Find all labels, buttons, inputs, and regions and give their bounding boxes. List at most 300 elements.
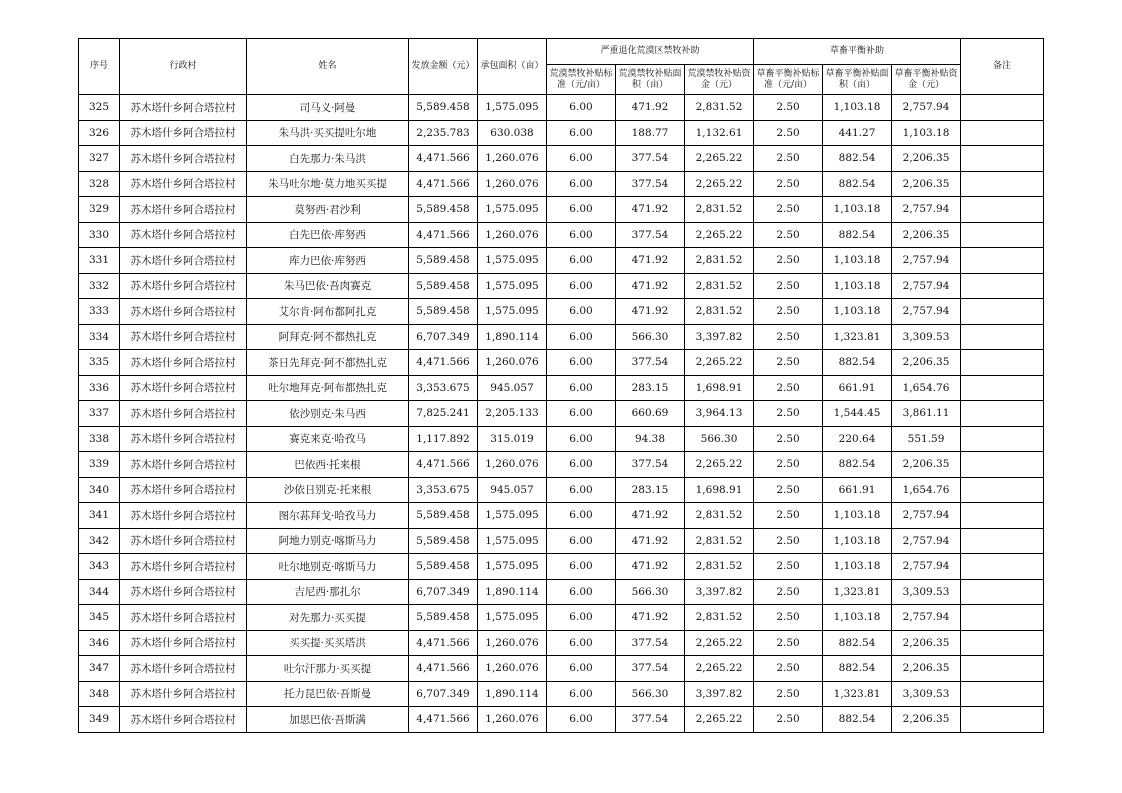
table-body	[79, 95, 1044, 733]
cell-seq: 340	[79, 477, 120, 503]
cell-grass-fund: 551.59	[892, 426, 961, 452]
cell-area: 1,260.076	[478, 656, 547, 682]
cell-amount: 6,707.349	[409, 579, 478, 605]
cell-remark	[961, 146, 1044, 172]
cell-grass-fund: 3,309.53	[892, 579, 961, 605]
cell-grass-fund: 1,654.76	[892, 375, 961, 401]
cell-desert-std: 6.00	[547, 375, 616, 401]
cell-desert-fund: 2,831.52	[685, 605, 754, 631]
table-row	[79, 350, 1044, 376]
cell-desert-std: 6.00	[547, 630, 616, 656]
cell-village: 苏木塔什乡阿合塔拉村	[120, 707, 247, 733]
cell-village: 苏木塔什乡阿合塔拉村	[120, 656, 247, 682]
cell-amount: 5,589.458	[409, 273, 478, 299]
cell-grass-std: 2.50	[754, 579, 823, 605]
cell-desert-fund: 2,265.22	[685, 171, 754, 197]
cell-seq: 325	[79, 95, 120, 121]
cell-seq: 337	[79, 401, 120, 427]
cell-village: 苏木塔什乡阿合塔拉村	[120, 324, 247, 350]
cell-name: 莫努西·君沙利	[247, 197, 409, 223]
cell-desert-std: 6.00	[547, 452, 616, 478]
cell-remark	[961, 528, 1044, 554]
cell-area: 1,890.114	[478, 324, 547, 350]
cell-grass-std: 2.50	[754, 656, 823, 682]
cell-grass-area: 882.54	[823, 171, 892, 197]
cell-area: 1,260.076	[478, 171, 547, 197]
cell-remark	[961, 605, 1044, 631]
cell-village: 苏木塔什乡阿合塔拉村	[120, 452, 247, 478]
cell-desert-area: 94.38	[616, 426, 685, 452]
cell-desert-area: 377.54	[616, 630, 685, 656]
cell-grass-fund: 2,206.35	[892, 630, 961, 656]
cell-grass-std: 2.50	[754, 401, 823, 427]
cell-seq: 326	[79, 120, 120, 146]
cell-desert-area: 188.77	[616, 120, 685, 146]
cell-desert-std: 6.00	[547, 401, 616, 427]
cell-grass-area: 882.54	[823, 350, 892, 376]
cell-grass-area: 1,323.81	[823, 324, 892, 350]
cell-amount: 4,471.566	[409, 171, 478, 197]
cell-remark	[961, 554, 1044, 580]
cell-grass-std: 2.50	[754, 375, 823, 401]
cell-grass-fund: 2,757.94	[892, 273, 961, 299]
cell-desert-fund: 2,831.52	[685, 528, 754, 554]
cell-seq: 330	[79, 222, 120, 248]
cell-desert-fund: 2,831.52	[685, 273, 754, 299]
cell-remark	[961, 273, 1044, 299]
cell-grass-std: 2.50	[754, 452, 823, 478]
cell-desert-area: 377.54	[616, 222, 685, 248]
cell-grass-area: 1,103.18	[823, 248, 892, 274]
header-area: 承包面积（亩）	[478, 39, 547, 95]
cell-name: 依沙别克·朱马西	[247, 401, 409, 427]
cell-desert-std: 6.00	[547, 579, 616, 605]
cell-name: 吐尔地别克·喀斯马力	[247, 554, 409, 580]
cell-grass-area: 1,323.81	[823, 579, 892, 605]
cell-desert-std: 6.00	[547, 681, 616, 707]
cell-name: 吐尔汗那力·买买提	[247, 656, 409, 682]
cell-amount: 3,353.675	[409, 375, 478, 401]
cell-amount: 7,825.241	[409, 401, 478, 427]
cell-name: 对先那力·买买提	[247, 605, 409, 631]
cell-grass-std: 2.50	[754, 707, 823, 733]
cell-name: 阿拜克·阿不都热扎克	[247, 324, 409, 350]
cell-grass-area: 1,103.18	[823, 605, 892, 631]
cell-grass-area: 1,103.18	[823, 197, 892, 223]
cell-remark	[961, 630, 1044, 656]
cell-desert-std: 6.00	[547, 299, 616, 325]
cell-remark	[961, 171, 1044, 197]
cell-seq: 338	[79, 426, 120, 452]
table-row	[79, 452, 1044, 478]
cell-grass-area: 1,103.18	[823, 95, 892, 121]
table-row	[79, 554, 1044, 580]
cell-area: 1,890.114	[478, 681, 547, 707]
cell-area: 1,575.095	[478, 273, 547, 299]
cell-village: 苏木塔什乡阿合塔拉村	[120, 579, 247, 605]
cell-name: 朱马洪·买买提吐尔地	[247, 120, 409, 146]
table-row	[79, 197, 1044, 223]
cell-remark	[961, 197, 1044, 223]
cell-remark	[961, 503, 1044, 529]
cell-seq: 335	[79, 350, 120, 376]
header-group-desert: 严重退化荒漠区禁牧补助	[547, 39, 754, 65]
cell-desert-fund: 2,265.22	[685, 452, 754, 478]
cell-grass-area: 1,103.18	[823, 273, 892, 299]
cell-desert-area: 471.92	[616, 503, 685, 529]
cell-seq: 346	[79, 630, 120, 656]
cell-seq: 327	[79, 146, 120, 172]
cell-grass-std: 2.50	[754, 95, 823, 121]
cell-grass-std: 2.50	[754, 146, 823, 172]
cell-amount: 5,589.458	[409, 554, 478, 580]
cell-grass-fund: 2,206.35	[892, 707, 961, 733]
cell-desert-std: 6.00	[547, 477, 616, 503]
cell-remark	[961, 120, 1044, 146]
cell-amount: 2,235.783	[409, 120, 478, 146]
cell-area: 1,575.095	[478, 554, 547, 580]
cell-grass-area: 882.54	[823, 630, 892, 656]
cell-village: 苏木塔什乡阿合塔拉村	[120, 426, 247, 452]
cell-desert-std: 6.00	[547, 222, 616, 248]
cell-name: 图尔荪拜戈·哈孜马力	[247, 503, 409, 529]
cell-desert-std: 6.00	[547, 605, 616, 631]
table-row	[79, 273, 1044, 299]
cell-grass-std: 2.50	[754, 197, 823, 223]
header-grass-fund: 草畜平衡补贴资金（元）	[892, 65, 961, 95]
cell-amount: 5,589.458	[409, 503, 478, 529]
cell-seq: 349	[79, 707, 120, 733]
cell-grass-std: 2.50	[754, 630, 823, 656]
cell-name: 白先巴依·库努西	[247, 222, 409, 248]
cell-area: 1,575.095	[478, 503, 547, 529]
cell-area: 1,260.076	[478, 222, 547, 248]
cell-desert-area: 566.30	[616, 681, 685, 707]
header-name: 姓名	[247, 39, 409, 95]
cell-area: 1,260.076	[478, 630, 547, 656]
cell-desert-area: 471.92	[616, 197, 685, 223]
cell-desert-area: 283.15	[616, 477, 685, 503]
cell-seq: 332	[79, 273, 120, 299]
cell-desert-area: 471.92	[616, 605, 685, 631]
cell-name: 托力昆巴依·吾斯曼	[247, 681, 409, 707]
cell-grass-std: 2.50	[754, 350, 823, 376]
cell-seq: 328	[79, 171, 120, 197]
cell-desert-area: 471.92	[616, 248, 685, 274]
header-grass-area: 草畜平衡补贴面积（亩）	[823, 65, 892, 95]
cell-desert-std: 6.00	[547, 503, 616, 529]
cell-desert-fund: 2,831.52	[685, 299, 754, 325]
cell-name: 艾尔肯·阿布都阿扎克	[247, 299, 409, 325]
cell-name: 吐尔地拜克·阿布都热扎克	[247, 375, 409, 401]
table-row	[79, 426, 1044, 452]
cell-area: 315.019	[478, 426, 547, 452]
header-group-grass: 草畜平衡补助	[754, 39, 961, 65]
cell-grass-area: 1,544.45	[823, 401, 892, 427]
cell-amount: 4,471.566	[409, 222, 478, 248]
cell-seq: 331	[79, 248, 120, 274]
cell-name: 巴依西·托来根	[247, 452, 409, 478]
table-row	[79, 528, 1044, 554]
cell-grass-area: 1,323.81	[823, 681, 892, 707]
cell-desert-std: 6.00	[547, 120, 616, 146]
cell-remark	[961, 707, 1044, 733]
table-row	[79, 120, 1044, 146]
cell-name: 朱马吐尔地·莫力地买买提	[247, 171, 409, 197]
cell-grass-fund: 3,861.11	[892, 401, 961, 427]
cell-area: 1,575.095	[478, 248, 547, 274]
cell-seq: 336	[79, 375, 120, 401]
cell-grass-fund: 1,654.76	[892, 477, 961, 503]
cell-grass-area: 882.54	[823, 452, 892, 478]
header-seq: 序号	[79, 39, 120, 95]
table-row	[79, 630, 1044, 656]
cell-village: 苏木塔什乡阿合塔拉村	[120, 197, 247, 223]
cell-grass-std: 2.50	[754, 528, 823, 554]
cell-amount: 4,471.566	[409, 350, 478, 376]
cell-seq: 329	[79, 197, 120, 223]
cell-remark	[961, 579, 1044, 605]
cell-grass-fund: 2,757.94	[892, 95, 961, 121]
cell-remark	[961, 401, 1044, 427]
cell-grass-fund: 2,206.35	[892, 656, 961, 682]
cell-desert-fund: 2,831.52	[685, 503, 754, 529]
cell-name: 加思巴依·吾斯满	[247, 707, 409, 733]
header-amount: 发放金额（元）	[409, 39, 478, 95]
cell-grass-fund: 2,206.35	[892, 171, 961, 197]
cell-desert-fund: 2,831.52	[685, 248, 754, 274]
cell-grass-area: 661.91	[823, 375, 892, 401]
cell-grass-std: 2.50	[754, 273, 823, 299]
cell-grass-std: 2.50	[754, 222, 823, 248]
table-row	[79, 477, 1044, 503]
table-row	[79, 375, 1044, 401]
cell-amount: 4,471.566	[409, 630, 478, 656]
cell-grass-std: 2.50	[754, 324, 823, 350]
header-grass-std: 草畜平衡补贴标准（元/亩）	[754, 65, 823, 95]
cell-desert-fund: 2,265.22	[685, 350, 754, 376]
cell-desert-fund: 2,831.52	[685, 554, 754, 580]
cell-desert-fund: 1,132.61	[685, 120, 754, 146]
header-village: 行政村	[120, 39, 247, 95]
table-row	[79, 681, 1044, 707]
table-row	[79, 146, 1044, 172]
cell-name: 赛克来克·哈孜马	[247, 426, 409, 452]
cell-seq: 342	[79, 528, 120, 554]
cell-grass-std: 2.50	[754, 120, 823, 146]
cell-area: 1,575.095	[478, 197, 547, 223]
cell-desert-fund: 3,397.82	[685, 681, 754, 707]
cell-grass-area: 1,103.18	[823, 528, 892, 554]
cell-grass-fund: 2,757.94	[892, 528, 961, 554]
cell-desert-area: 566.30	[616, 579, 685, 605]
cell-grass-std: 2.50	[754, 477, 823, 503]
cell-desert-area: 377.54	[616, 146, 685, 172]
table-row	[79, 95, 1044, 121]
cell-village: 苏木塔什乡阿合塔拉村	[120, 299, 247, 325]
cell-desert-area: 377.54	[616, 350, 685, 376]
cell-area: 1,260.076	[478, 452, 547, 478]
cell-grass-fund: 2,206.35	[892, 452, 961, 478]
cell-area: 1,575.095	[478, 95, 547, 121]
cell-grass-std: 2.50	[754, 605, 823, 631]
cell-seq: 334	[79, 324, 120, 350]
cell-desert-std: 6.00	[547, 146, 616, 172]
cell-desert-std: 6.00	[547, 171, 616, 197]
cell-amount: 6,707.349	[409, 324, 478, 350]
subsidy-table	[78, 38, 1044, 733]
cell-grass-fund: 2,206.35	[892, 146, 961, 172]
cell-seq: 343	[79, 554, 120, 580]
cell-name: 沙依日别克·托来根	[247, 477, 409, 503]
cell-village: 苏木塔什乡阿合塔拉村	[120, 630, 247, 656]
cell-village: 苏木塔什乡阿合塔拉村	[120, 375, 247, 401]
cell-desert-fund: 2,265.22	[685, 656, 754, 682]
table-row	[79, 248, 1044, 274]
cell-name: 买买提·买买塔洪	[247, 630, 409, 656]
header-desert-fund: 荒漠禁牧补贴资金（元）	[685, 65, 754, 95]
cell-village: 苏木塔什乡阿合塔拉村	[120, 95, 247, 121]
cell-remark	[961, 222, 1044, 248]
cell-grass-area: 1,103.18	[823, 554, 892, 580]
cell-grass-area: 441.27	[823, 120, 892, 146]
cell-desert-area: 377.54	[616, 656, 685, 682]
cell-desert-std: 6.00	[547, 707, 616, 733]
cell-village: 苏木塔什乡阿合塔拉村	[120, 273, 247, 299]
cell-village: 苏木塔什乡阿合塔拉村	[120, 350, 247, 376]
cell-remark	[961, 299, 1044, 325]
cell-amount: 3,353.675	[409, 477, 478, 503]
cell-grass-fund: 2,206.35	[892, 222, 961, 248]
cell-desert-fund: 1,698.91	[685, 477, 754, 503]
cell-village: 苏木塔什乡阿合塔拉村	[120, 146, 247, 172]
table-row	[79, 503, 1044, 529]
cell-desert-fund: 2,265.22	[685, 707, 754, 733]
cell-seq: 341	[79, 503, 120, 529]
cell-desert-area: 566.30	[616, 324, 685, 350]
cell-grass-area: 882.54	[823, 707, 892, 733]
cell-desert-area: 471.92	[616, 528, 685, 554]
cell-name: 白先那力·朱马洪	[247, 146, 409, 172]
cell-desert-fund: 3,397.82	[685, 579, 754, 605]
cell-village: 苏木塔什乡阿合塔拉村	[120, 401, 247, 427]
cell-name: 司马义·阿曼	[247, 95, 409, 121]
cell-grass-fund: 2,757.94	[892, 503, 961, 529]
cell-village: 苏木塔什乡阿合塔拉村	[120, 171, 247, 197]
table-row	[79, 579, 1044, 605]
table-row	[79, 299, 1044, 325]
cell-seq: 339	[79, 452, 120, 478]
cell-grass-area: 882.54	[823, 222, 892, 248]
cell-village: 苏木塔什乡阿合塔拉村	[120, 554, 247, 580]
cell-desert-std: 6.00	[547, 248, 616, 274]
cell-desert-fund: 3,964.13	[685, 401, 754, 427]
cell-amount: 5,589.458	[409, 95, 478, 121]
cell-village: 苏木塔什乡阿合塔拉村	[120, 120, 247, 146]
cell-grass-fund: 2,757.94	[892, 197, 961, 223]
cell-desert-area: 377.54	[616, 171, 685, 197]
cell-seq: 348	[79, 681, 120, 707]
cell-desert-fund: 2,265.22	[685, 630, 754, 656]
cell-grass-std: 2.50	[754, 248, 823, 274]
table-row	[79, 401, 1044, 427]
cell-area: 630.038	[478, 120, 547, 146]
cell-amount: 1,117.892	[409, 426, 478, 452]
cell-amount: 4,471.566	[409, 656, 478, 682]
header-desert-area: 荒漠禁牧补贴面积（亩）	[616, 65, 685, 95]
cell-name: 朱马巴依·吾肉赛克	[247, 273, 409, 299]
table-row	[79, 324, 1044, 350]
cell-desert-std: 6.00	[547, 554, 616, 580]
cell-amount: 5,589.458	[409, 605, 478, 631]
cell-amount: 5,589.458	[409, 248, 478, 274]
cell-grass-std: 2.50	[754, 681, 823, 707]
cell-remark	[961, 350, 1044, 376]
cell-area: 1,575.095	[478, 605, 547, 631]
cell-seq: 345	[79, 605, 120, 631]
cell-seq: 344	[79, 579, 120, 605]
cell-grass-fund: 2,757.94	[892, 605, 961, 631]
cell-amount: 4,471.566	[409, 707, 478, 733]
cell-remark	[961, 426, 1044, 452]
cell-grass-std: 2.50	[754, 171, 823, 197]
cell-desert-std: 6.00	[547, 350, 616, 376]
cell-village: 苏木塔什乡阿合塔拉村	[120, 605, 247, 631]
cell-grass-fund: 3,309.53	[892, 324, 961, 350]
cell-grass-area: 1,103.18	[823, 299, 892, 325]
cell-grass-area: 220.64	[823, 426, 892, 452]
cell-village: 苏木塔什乡阿合塔拉村	[120, 477, 247, 503]
cell-name: 阿地力别克·喀斯马力	[247, 528, 409, 554]
cell-area: 1,890.114	[478, 579, 547, 605]
cell-desert-std: 6.00	[547, 528, 616, 554]
cell-grass-std: 2.50	[754, 554, 823, 580]
cell-grass-area: 1,103.18	[823, 503, 892, 529]
cell-desert-area: 471.92	[616, 273, 685, 299]
cell-grass-fund: 2,206.35	[892, 350, 961, 376]
cell-remark	[961, 477, 1044, 503]
cell-remark	[961, 656, 1044, 682]
table-row	[79, 605, 1044, 631]
cell-desert-std: 6.00	[547, 656, 616, 682]
cell-grass-fund: 1,103.18	[892, 120, 961, 146]
cell-seq: 347	[79, 656, 120, 682]
table-row	[79, 707, 1044, 733]
cell-name: 吉尼西·那扎尔	[247, 579, 409, 605]
cell-desert-std: 6.00	[547, 324, 616, 350]
cell-remark	[961, 375, 1044, 401]
cell-grass-fund: 2,757.94	[892, 299, 961, 325]
cell-desert-area: 471.92	[616, 299, 685, 325]
cell-grass-std: 2.50	[754, 503, 823, 529]
cell-remark	[961, 452, 1044, 478]
cell-desert-area: 471.92	[616, 95, 685, 121]
table-header	[79, 39, 1044, 95]
table-row	[79, 171, 1044, 197]
cell-desert-area: 660.69	[616, 401, 685, 427]
cell-grass-std: 2.50	[754, 426, 823, 452]
cell-name: 库力巴依·库努西	[247, 248, 409, 274]
cell-grass-area: 661.91	[823, 477, 892, 503]
cell-area: 2,205.133	[478, 401, 547, 427]
cell-area: 1,260.076	[478, 707, 547, 733]
table-row	[79, 656, 1044, 682]
cell-desert-std: 6.00	[547, 426, 616, 452]
cell-grass-fund: 3,309.53	[892, 681, 961, 707]
cell-desert-std: 6.00	[547, 273, 616, 299]
cell-amount: 6,707.349	[409, 681, 478, 707]
table-row	[79, 222, 1044, 248]
